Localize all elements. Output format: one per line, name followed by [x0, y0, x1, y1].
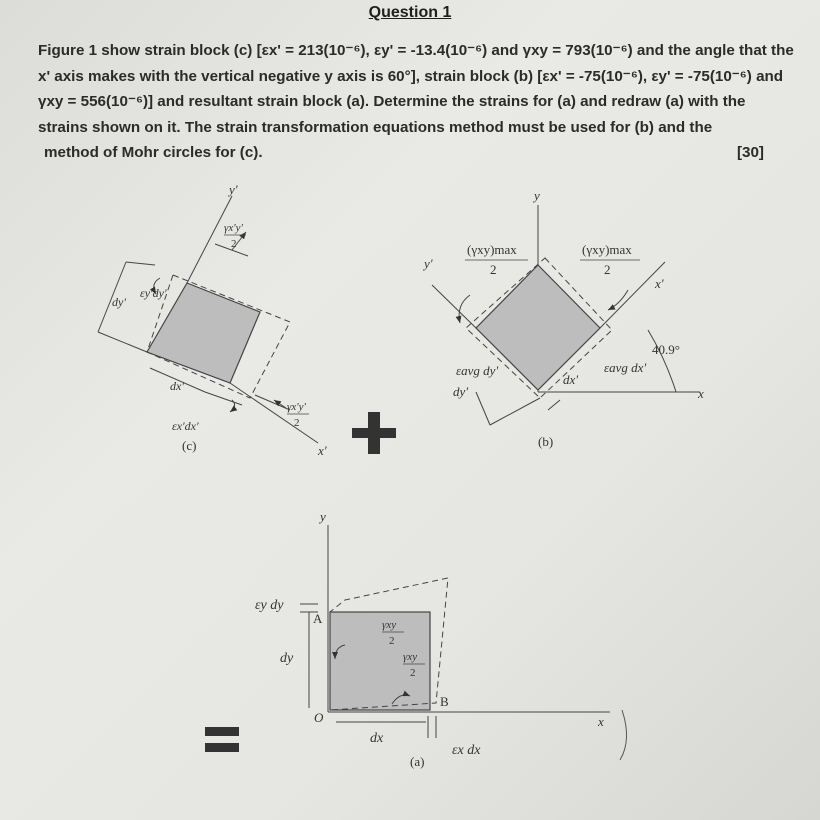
x-label-b: x: [698, 386, 704, 401]
ex-dx-label-c: εx'dx': [172, 419, 199, 433]
eavg-dx-b: εavg dx': [604, 360, 647, 375]
figure-b: [422, 188, 704, 449]
x-prime-label-c: x': [318, 443, 327, 458]
origin-label-a: O: [314, 710, 324, 725]
question-line: method of Mohr circles for (c).: [44, 144, 263, 161]
gamma1-den-a: 2: [389, 635, 395, 647]
plus-operator: [352, 412, 396, 454]
gamma1-a: γxy: [382, 619, 397, 631]
figure-c: [98, 182, 327, 458]
pen-stroke: [620, 710, 627, 760]
y-prime-axis-c: [187, 196, 232, 283]
x-prime-axis-c: [230, 383, 318, 443]
caption-c: (c): [182, 438, 197, 453]
gmax-right-b: (γxy)max: [582, 242, 632, 257]
dx-label-c: dx': [170, 379, 184, 393]
question-line: γxy = 556(10⁻⁶)] and resultant strain block (a). Determine the strains for (a) and redraw (a) with the: [38, 93, 746, 110]
gmax-right-den-b: 2: [604, 262, 611, 277]
question-line: x' axis makes with the vertical negative y axis is 60°], strain block (b) [εx' = -75(10⁻⁶), εy' = -75(10⁻⁶) and: [38, 67, 784, 85]
marks-label: [30]: [736, 144, 764, 161]
gamma-bottom-c: γx'y': [287, 401, 306, 413]
figure-a: [255, 509, 610, 769]
angle-label-b: 40.9°: [652, 342, 680, 357]
dy-label-c: dy': [112, 295, 126, 309]
x-label-a: x: [598, 714, 604, 729]
caption-b: (b): [538, 434, 554, 449]
ex-dx-a: εx dx: [452, 743, 481, 758]
dy-label-a: dy: [280, 651, 294, 666]
question-line: Figure 1 show strain block (c) [εx' = 213(10⁻⁶), εy' = -13.4(10⁻⁶) and γxy = 793(10⁻⁶) and the angle that the: [38, 42, 794, 59]
x-prime-label-b: x': [655, 276, 664, 291]
gamma-top-c: γx'y': [224, 222, 243, 234]
y-prime-label-c: y': [229, 182, 238, 197]
ey-dy-label-c: εy'dy': [140, 286, 167, 300]
angle-arc-b: [648, 330, 676, 392]
gamma-bottom-den-c: 2: [294, 417, 300, 429]
gamma2-den-a: 2: [410, 667, 416, 679]
equals-operator: [205, 727, 239, 752]
point-b: B: [440, 694, 449, 709]
y-prime-label-b: y': [424, 256, 433, 271]
dx-label-b: dx': [563, 372, 579, 387]
gmax-left-b: (γxy)max: [467, 242, 517, 257]
dy-label-b: dy': [453, 384, 469, 399]
eavg-dy-b: εavg dy': [456, 363, 499, 378]
gamma-top-den-c: 2: [231, 238, 237, 250]
question-line: strains shown on it. The strain transformation equations method must be used for (b) and the: [38, 118, 713, 136]
dx-label-a: dx: [370, 731, 384, 746]
point-a: A: [313, 611, 323, 626]
caption-a: (a): [410, 754, 425, 769]
question-title: Question 1: [368, 4, 452, 21]
ey-dy-a: εy dy: [255, 598, 284, 613]
y-label-a: y: [320, 509, 326, 524]
gamma2-a: γxy: [403, 651, 418, 663]
y-label-b: y: [534, 188, 540, 203]
gmax-left-den-b: 2: [490, 262, 497, 277]
